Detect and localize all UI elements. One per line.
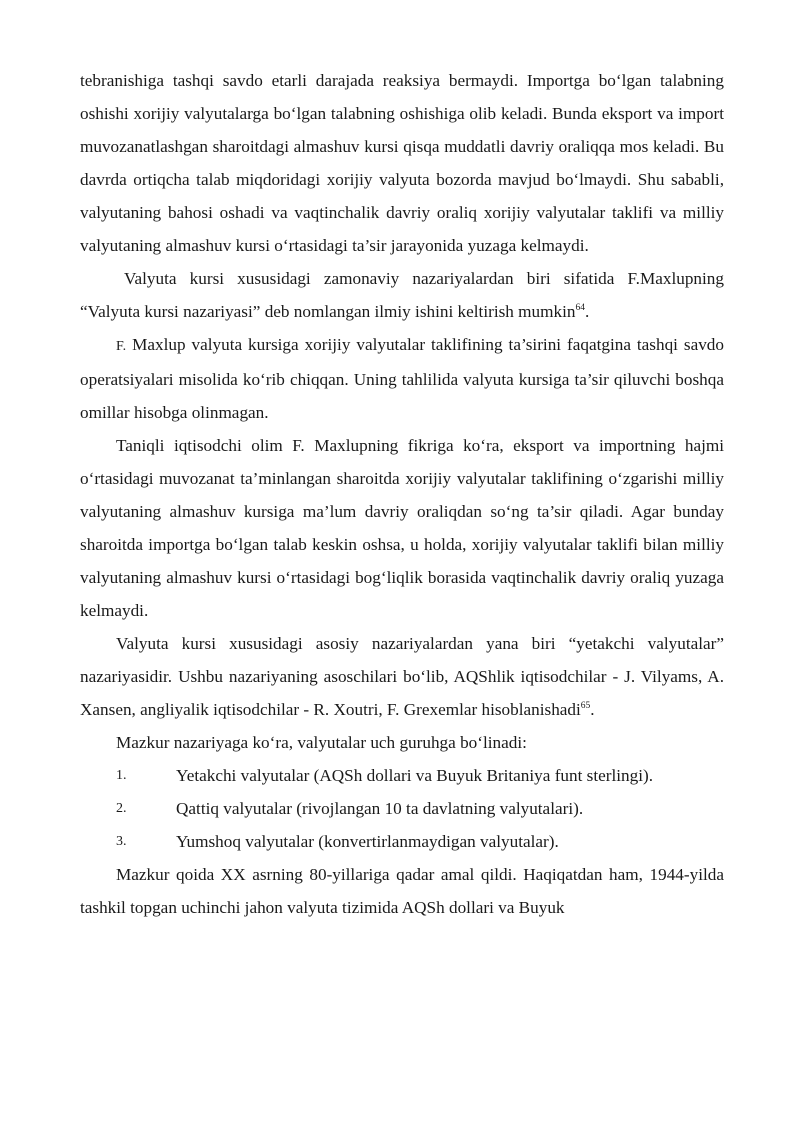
- paragraph-2-end: .: [584, 302, 590, 321]
- paragraph-3-text: Maxlup valyuta kursiga xorijiy valyutalar taklifining ta’sirini faqatgina tashqi savdo operatsiyalari misolida ko‘rib chiqqan. Uning tahlilida valyuta kursiga ta’sir qiluvchi boshqa omillar hisobga olinmagan.: [80, 335, 724, 422]
- footnote-ref-64: 64: [575, 303, 585, 313]
- list-item-text: Yetakchi valyutalar (AQSh dollari va Buyuk Britaniya funt sterlingi).: [176, 766, 654, 785]
- paragraph-1: tebranishiga tashqi savdo etarli darajada reaksiya bermaydi. Importga bo‘lgan talabning oshishi xorijiy valyutalarga bo‘lgan talabning oshishiga olib keladi. Bunda eksport va import muvozanatlashgan sharoitdagi almashuv kursi qisqa muddatli davriy oraliqqa mos keladi. Bu davrda ortiqcha talab miqdoridagi xorijiy valyuta bozorda mavjud bo‘lmaydi. Shu sababli, valyutaning bahosi oshadi va vaqtinchalik davriy oraliq xorijiy valyutalar taklifi va milliy valyutaning almashuv kursi o‘rtasidagi ta’sir jarayonida yuzaga kelmaydi.: [80, 71, 724, 255]
- footnote-ref-65: 65: [580, 701, 591, 711]
- paragraph-3: [80, 328, 724, 429]
- list-item-number: 1.: [116, 768, 127, 783]
- paragraph-6: Mazkur nazariyaga ko‘ra, valyutalar uch guruhga bo‘linadi:: [116, 733, 527, 752]
- document-page: [80, 64, 724, 924]
- paragraph-4: Taniqli iqtisodchi olim F. Maxlupning fikriga ko‘ra, eksport va importning hajmi o‘rtasidagi muvozanat ta’minlangan sharoitda xorijiy valyutalar taklifining o‘zgarishi milliy valyutaning almashuv kursiga ma’lum davriy oraliqdan so‘ng ta’sir qiladi. Agar bunday sharoitda importga bo‘lgan talab keskin oshsa, u holda, xorijiy valyutalar taklifi bilan milliy valyutaning almashuv kursi o‘rtasidagi bog‘liqlik borasida vaqtinchalik davriy oraliq yuzaga kelmaydi.: [80, 436, 724, 620]
- list-item-text: Qattiq valyutalar (rivojlangan 10 ta davlatning valyutalari).: [176, 799, 584, 818]
- list-item-text: Yumshoq valyutalar (konvertirlanmaydigan valyutalar).: [176, 832, 559, 851]
- list-item: [116, 792, 724, 825]
- paragraph-5-text: Valyuta kursi xususidagi asosiy nazariyalardan yana biri “yetakchi valyutalar” nazariyasidir. Ushbu nazariyaning asoschilari bo‘lib, AQShlik iqtisodchilar - J. Vilyams, A. Xansen, angliyalik iqtisodchilar - R. Xoutri, F. Grexemlar hisoblanishadi: [80, 634, 724, 719]
- paragraph-5-end: .: [590, 700, 595, 719]
- paragraph-2-text: Valyuta kursi xususidagi zamonaviy nazariyalardan biri sifatida F.Maxlupning “Valyuta kursi nazariyasi” deb nomlangan ilmiy ishini keltirish mumkin: [80, 269, 724, 321]
- list-item-number: 3.: [116, 834, 127, 849]
- paragraph-5: [80, 627, 724, 726]
- list-item-number: 2.: [116, 801, 127, 816]
- paragraph-3-label: F.: [116, 339, 127, 354]
- paragraph-2: [80, 262, 724, 328]
- currency-group-list: [80, 759, 724, 858]
- list-item: [116, 759, 724, 792]
- paragraph-7: Mazkur qoida XX asrning 80-yillariga qadar amal qildi. Haqiqatdan ham, 1944-yilda tashkil topgan uchinchi jahon valyuta tizimida AQSh dollari va Buyuk: [80, 865, 724, 917]
- list-item: [116, 825, 724, 858]
